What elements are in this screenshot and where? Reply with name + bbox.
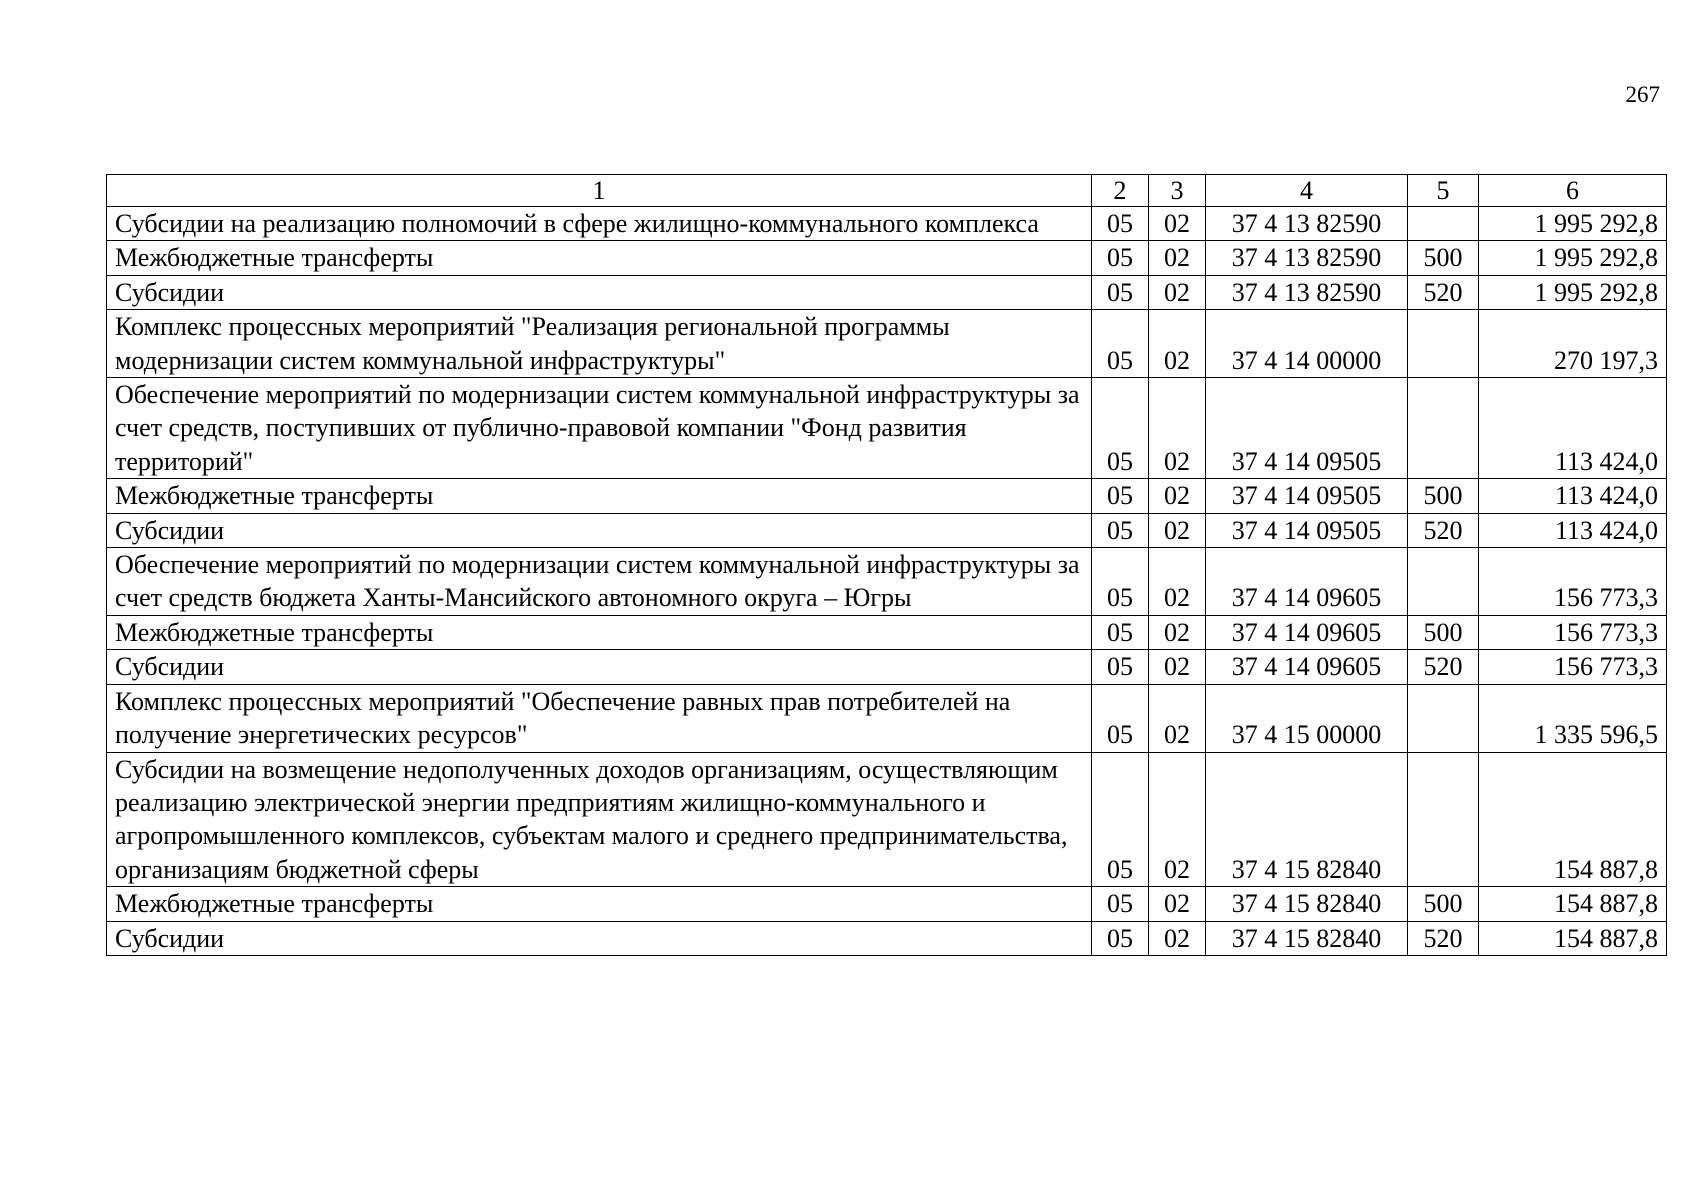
row-name-cell: Межбюджетные трансферты — [107, 887, 1092, 921]
target-code-cell: 37 4 13 82590 — [1206, 241, 1408, 275]
amount-cell: 156 773,3 — [1479, 548, 1667, 616]
expense-type-cell: 500 — [1408, 241, 1479, 275]
table-row — [107, 275, 1667, 309]
row-name-cell: Субсидии — [107, 921, 1092, 955]
target-code-cell: 37 4 15 82840 — [1206, 887, 1408, 921]
subsection-code-cell: 02 — [1149, 752, 1206, 887]
table-row — [107, 921, 1667, 955]
subsection-code-cell: 02 — [1149, 887, 1206, 921]
amount-cell: 270 197,3 — [1479, 310, 1667, 378]
table-row — [107, 752, 1667, 887]
expense-type-cell — [1408, 207, 1479, 241]
expense-type-cell: 520 — [1408, 513, 1479, 547]
section-code-cell: 05 — [1092, 310, 1149, 378]
amount-cell: 1 995 292,8 — [1479, 241, 1667, 275]
row-name-cell: Межбюджетные трансферты — [107, 615, 1092, 649]
target-code-cell: 37 4 15 82840 — [1206, 921, 1408, 955]
expense-type-cell — [1408, 548, 1479, 616]
amount-cell: 154 887,8 — [1479, 921, 1667, 955]
target-code-cell: 37 4 14 09505 — [1206, 513, 1408, 547]
expense-type-cell: 520 — [1408, 921, 1479, 955]
section-code-cell: 05 — [1092, 752, 1149, 887]
section-code-cell: 05 — [1092, 684, 1149, 752]
section-code-cell: 05 — [1092, 378, 1149, 479]
subsection-code-cell: 02 — [1149, 548, 1206, 616]
row-name-cell: Субсидии на возмещение недополученных доходов организациям, осуществляющим реализацию электрической энергии предприятиям жилищно-коммунального и агропромышленного комплексов, субъектам малого и среднего предпринимательства, организациям бюджетной сферы — [107, 752, 1092, 887]
expense-type-cell: 520 — [1408, 650, 1479, 684]
subsection-code-cell: 02 — [1149, 650, 1206, 684]
table-body — [107, 207, 1667, 956]
target-code-cell: 37 4 14 00000 — [1206, 310, 1408, 378]
subsection-code-cell: 02 — [1149, 310, 1206, 378]
expense-type-cell — [1408, 752, 1479, 887]
amount-cell: 1 335 596,5 — [1479, 684, 1667, 752]
section-code-cell: 05 — [1092, 887, 1149, 921]
section-code-cell: 05 — [1092, 241, 1149, 275]
amount-cell: 156 773,3 — [1479, 615, 1667, 649]
expense-type-cell: 520 — [1408, 275, 1479, 309]
target-code-cell: 37 4 13 82590 — [1206, 207, 1408, 241]
section-code-cell: 05 — [1092, 275, 1149, 309]
row-name-cell: Субсидии — [107, 513, 1092, 547]
table-row — [107, 241, 1667, 275]
budget-table — [106, 174, 1667, 956]
section-code-cell: 05 — [1092, 479, 1149, 513]
amount-cell: 113 424,0 — [1479, 378, 1667, 479]
subsection-code-cell: 02 — [1149, 615, 1206, 649]
table-row — [107, 310, 1667, 378]
subsection-code-cell: 02 — [1149, 684, 1206, 752]
header-col-6: 6 — [1479, 175, 1667, 207]
expense-type-cell — [1408, 378, 1479, 479]
target-code-cell: 37 4 14 09505 — [1206, 378, 1408, 479]
amount-cell: 156 773,3 — [1479, 650, 1667, 684]
table-row — [107, 887, 1667, 921]
row-name-cell: Субсидии — [107, 275, 1092, 309]
header-col-2: 2 — [1092, 175, 1149, 207]
amount-cell: 113 424,0 — [1479, 479, 1667, 513]
row-name-cell: Обеспечение мероприятий по модернизации систем коммунальной инфраструктуры за счет средств, поступивших от публично-правовой компании "Фонд развития территорий" — [107, 378, 1092, 479]
row-name-cell: Межбюджетные трансферты — [107, 479, 1092, 513]
header-col-5: 5 — [1408, 175, 1479, 207]
row-name-cell: Обеспечение мероприятий по модернизации систем коммунальной инфраструктуры за счет средств бюджета Ханты-Мансийского автономного округа – Югры — [107, 548, 1092, 616]
section-code-cell: 05 — [1092, 207, 1149, 241]
amount-cell: 154 887,8 — [1479, 887, 1667, 921]
row-name-cell: Комплекс процессных мероприятий "Обеспечение равных прав потребителей на получение энергетических ресурсов" — [107, 684, 1092, 752]
subsection-code-cell: 02 — [1149, 513, 1206, 547]
section-code-cell: 05 — [1092, 921, 1149, 955]
header-col-4: 4 — [1206, 175, 1408, 207]
section-code-cell: 05 — [1092, 615, 1149, 649]
expense-type-cell: 500 — [1408, 615, 1479, 649]
target-code-cell: 37 4 15 82840 — [1206, 752, 1408, 887]
amount-cell: 1 995 292,8 — [1479, 207, 1667, 241]
amount-cell: 154 887,8 — [1479, 752, 1667, 887]
table-row — [107, 513, 1667, 547]
target-code-cell: 37 4 14 09605 — [1206, 650, 1408, 684]
subsection-code-cell: 02 — [1149, 207, 1206, 241]
subsection-code-cell: 02 — [1149, 241, 1206, 275]
header-col-1: 1 — [107, 175, 1092, 207]
page-number: 267 — [1625, 82, 1660, 107]
table-row — [107, 479, 1667, 513]
amount-cell: 113 424,0 — [1479, 513, 1667, 547]
subsection-code-cell: 02 — [1149, 275, 1206, 309]
row-name-cell: Субсидии — [107, 650, 1092, 684]
expense-type-cell — [1408, 684, 1479, 752]
expense-type-cell: 500 — [1408, 887, 1479, 921]
target-code-cell: 37 4 14 09605 — [1206, 548, 1408, 616]
row-name-cell: Субсидии на реализацию полномочий в сфере жилищно-коммунального комплекса — [107, 207, 1092, 241]
table-row — [107, 684, 1667, 752]
expense-type-cell: 500 — [1408, 479, 1479, 513]
table-row — [107, 548, 1667, 616]
amount-cell: 1 995 292,8 — [1479, 275, 1667, 309]
expense-type-cell — [1408, 310, 1479, 378]
target-code-cell: 37 4 15 00000 — [1206, 684, 1408, 752]
section-code-cell: 05 — [1092, 513, 1149, 547]
subsection-code-cell: 02 — [1149, 921, 1206, 955]
table-header — [107, 175, 1667, 207]
row-name-cell: Комплекс процессных мероприятий "Реализация региональной программы модернизации систем коммунальной инфраструктуры" — [107, 310, 1092, 378]
table-row — [107, 207, 1667, 241]
section-code-cell: 05 — [1092, 650, 1149, 684]
subsection-code-cell: 02 — [1149, 479, 1206, 513]
subsection-code-cell: 02 — [1149, 378, 1206, 479]
table-row — [107, 615, 1667, 649]
target-code-cell: 37 4 14 09505 — [1206, 479, 1408, 513]
target-code-cell: 37 4 13 82590 — [1206, 275, 1408, 309]
table-row — [107, 650, 1667, 684]
table-row — [107, 378, 1667, 479]
target-code-cell: 37 4 14 09605 — [1206, 615, 1408, 649]
header-col-3: 3 — [1149, 175, 1206, 207]
row-name-cell: Межбюджетные трансферты — [107, 241, 1092, 275]
header-row — [107, 175, 1667, 207]
section-code-cell: 05 — [1092, 548, 1149, 616]
